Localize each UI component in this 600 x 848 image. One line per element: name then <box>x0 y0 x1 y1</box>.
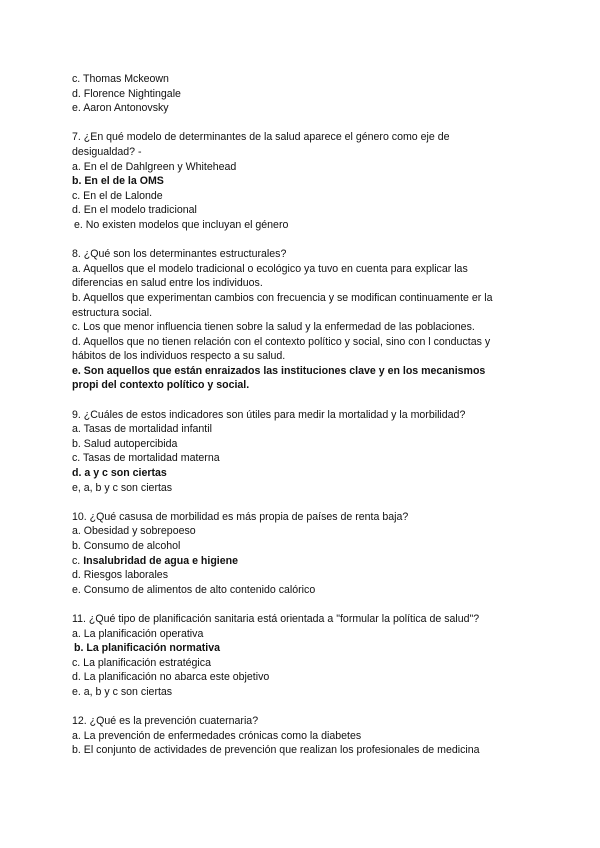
q7-option-e: e. No existen modelos que incluyan el género <box>74 218 289 231</box>
question-10 <box>72 510 542 598</box>
question-11-text: 11. ¿Qué tipo de planificación sanitaria está orientada a "formular la política de salud"? <box>72 612 480 625</box>
question-9-text: 9. ¿Cuáles de estos indicadores son útiles para medir la mortalidad y la morbilidad? <box>72 408 466 421</box>
q10-option-e: e. Consumo de alimentos de alto contenido calórico <box>72 583 316 596</box>
option-d: d. Florence Nightingale <box>72 87 181 100</box>
q12-option-b: b. El conjunto de actividades de prevención que realizan los profesionales de medicina <box>72 744 480 757</box>
q9-option-a: a. Tasas de mortalidad infantil <box>72 423 212 436</box>
q8-option-a: a. Aquellos que el modelo tradicional o ecológico ya tuvo en cuenta para explicar las diferencias en salud entre los individuos. <box>72 262 468 290</box>
question-11 <box>72 612 542 700</box>
q9-option-d-correct: d. a y c son ciertas <box>72 467 167 480</box>
question-7-text: 7. ¿En qué modelo de determinantes de la salud aparece el género como eje de desigualdad? - <box>72 131 450 158</box>
question-10-text: 10. ¿Qué casusa de morbilidad es más propia de países de renta baja? <box>72 510 409 523</box>
q7-option-a: a. En el de Dahlgreen y Whitehead <box>72 160 237 173</box>
question-8 <box>72 247 542 393</box>
q8-option-c: c. Los que menor influencia tienen sobre la salud y la enfermedad de las poblaciones. <box>72 321 475 334</box>
q9-option-b: b. Salud autopercibida <box>72 437 178 450</box>
intro-options <box>72 72 542 116</box>
q9-option-c: c. Tasas de mortalidad materna <box>72 452 220 465</box>
q10-option-a: a. Obesidad y sobrepoeso <box>72 525 196 538</box>
q9-option-e: e, a, b y c son ciertas <box>72 481 173 494</box>
q12-option-a: a. La prevención de enfermedades crónicas como la diabetes <box>72 729 362 742</box>
page-content <box>72 72 542 758</box>
q11-option-d: d. La planificación no abarca este objetivo <box>72 671 270 684</box>
q8-option-b: b. Aquellos que experimentan cambios con frecuencia y se modifican continuamente er la estructura social. <box>72 291 493 319</box>
question-12 <box>72 714 542 758</box>
option-e: e. Aaron Antonovsky <box>72 102 169 115</box>
question-12-text: 12. ¿Qué es la prevención cuaternaria? <box>72 715 259 728</box>
q10-option-b: b. Consumo de alcohol <box>72 540 181 552</box>
q7-option-d: d. En el modelo tradicional <box>72 204 197 217</box>
q11-option-b-correct: b. La planificación normativa <box>74 642 220 655</box>
q8-option-e-correct: e. Son aquellos que están enraizados las instituciones clave y en los mecanismos propi del contexto político y social. <box>72 364 486 392</box>
q10-option-c-correct <box>72 554 542 569</box>
q11-option-e: e. a, b y c son ciertas <box>72 685 173 698</box>
q8-option-d: d. Aquellos que no tienen relación con el contexto político y social, sino con l conductas y hábitos de los individuos respecto a su salud. <box>72 335 491 363</box>
q7-option-b-correct: b. En el de la OMS <box>72 175 164 188</box>
q7-option-c: c. En el de Lalonde <box>72 189 163 202</box>
question-9 <box>72 408 542 496</box>
q11-option-a: a. La planificación operativa <box>72 627 204 640</box>
question-7 <box>72 130 542 232</box>
q10-option-c-answer: Insalubridad de agua e higiene <box>83 554 239 567</box>
q10-option-c-letter: c. <box>72 554 84 567</box>
q11-option-c: c. La planificación estratégica <box>72 656 211 669</box>
q10-option-d: d. Riesgos laborales <box>72 569 168 582</box>
option-c: c. Thomas Mckeown <box>72 73 169 85</box>
question-8-text: 8. ¿Qué son los determinantes estructurales? <box>72 248 287 261</box>
